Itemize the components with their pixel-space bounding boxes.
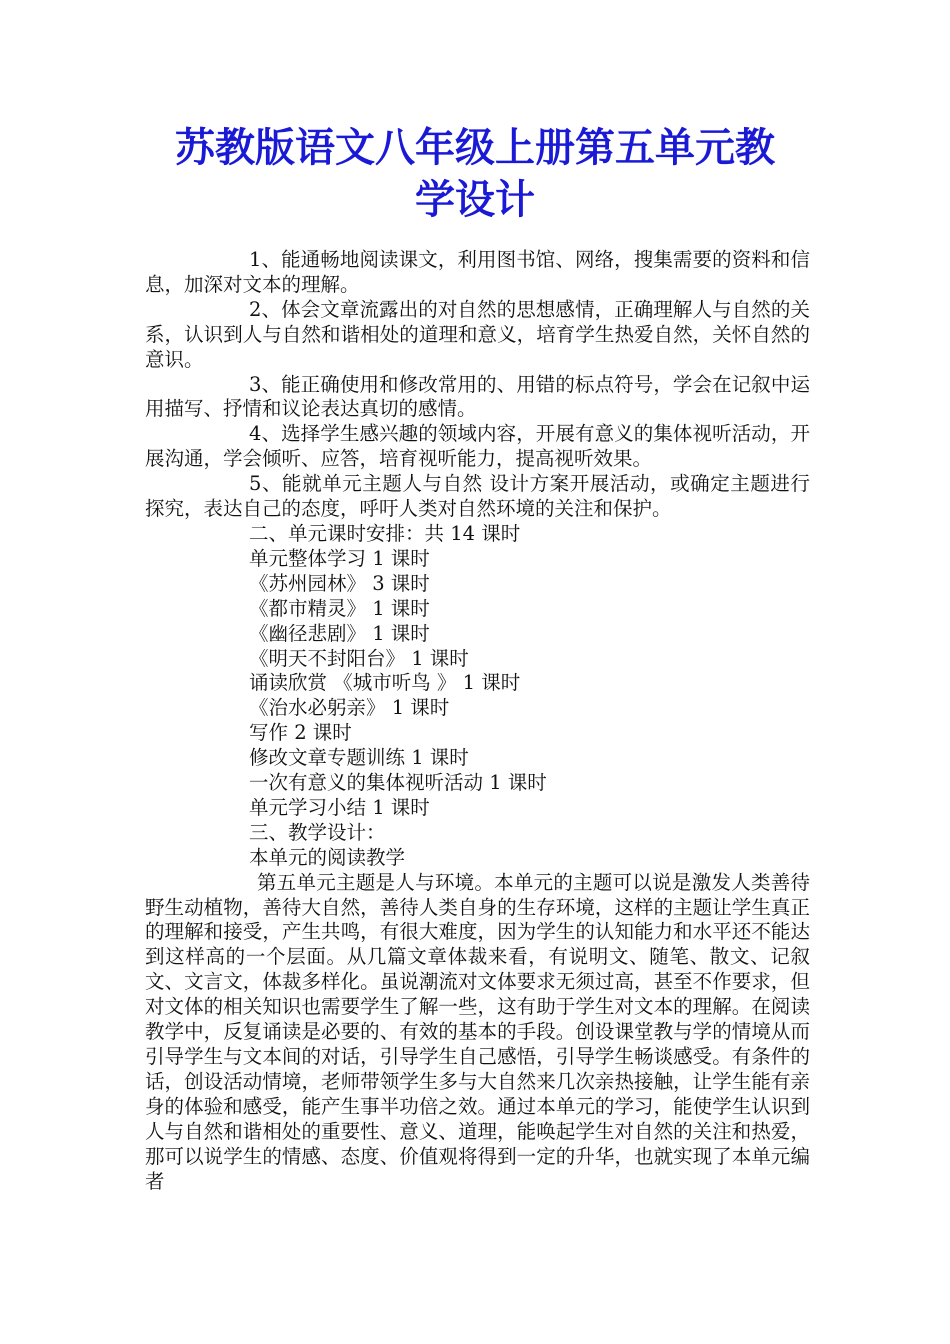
schedule-item: 《幽径悲剧》 1 课时 <box>249 621 430 645</box>
schedule-item: 修改文章专题训练 1 课时 <box>249 746 469 770</box>
schedule-item: 诵读欣赏 《城市听鸟 》 1 课时 <box>249 671 521 695</box>
schedule-item: 《苏州园林》 3 课时 <box>249 571 430 595</box>
document-title <box>145 122 805 226</box>
title-line-1: 苏教版语文八年级上册第五单元教 <box>175 124 775 171</box>
objective-item: 1、能通畅地阅读课文，利用图书馆、网络，搜集需要的资料和信息，加深对文本的理解。 <box>145 248 810 296</box>
schedule-item: 一次有意义的集体视听活动 1 课时 <box>249 771 547 795</box>
schedule-item: 单元整体学习 1 课时 <box>249 546 430 570</box>
design-heading: 三、教学设计： <box>249 820 386 844</box>
objective-item: 5、能就单元主题人与自然 设计方案开展活动，或确定主题进行探究，表达自己的态度，呼吁人类对自然环境的关注和保护。 <box>145 472 810 521</box>
document-body <box>145 248 810 1194</box>
schedule-item: 《都市精灵》 1 课时 <box>249 596 430 620</box>
schedule-item: 写作 2 课时 <box>249 721 352 745</box>
schedule-item: 单元学习小结 1 课时 <box>249 795 430 819</box>
reading-heading: 本单元的阅读教学 <box>249 845 406 869</box>
schedule-item: 《明天不封阳台》 1 课时 <box>249 646 469 670</box>
objective-item: 4、选择学生感兴趣的领域内容，开展有意义的集体视听活动，开展沟通，学会倾听、应答，培育视听能力，提高视听效果。 <box>145 422 810 471</box>
reading-paragraph: 第五单元主题是人与环境。本单元的主题可以说是激发人类善待野生动植物，善待大自然，善待人类自身的生存环境，这样的主题让学生真正的理解和接受，产生共鸣，有很大难度，因为学生的认知能力和水平还不能达到这样高的一个层面。从几篇文章体裁来看，有说明文、随笔、散文、记叙文、文言文，体裁多样化。虽说潮流对文体要求无须过高，甚至不作要求，但对文体的相关知识也需要学生了解一些，这有助于学生对文本的理解。在阅读教学中，反复诵读是必要的、有效的基本的手段。创设课堂教与学的情境从而引导学生与文本间的对话，引导学生自己感悟，引导学生畅谈感受。有条件的话，创设活动情境，老师带领学生多与大自然来几次亲热接触，让学生能有亲身的体验和感受，能产生事半功倍之效。通过本单元的学习，能使学生认识到人与自然和谐相处的重要性、意义、道理，能唤起学生对自然的关注和热爱，那可以说学生的情感、态度、价值观将得到一定的升华，也就实现了本单元编者 <box>145 870 810 1193</box>
schedule-heading: 二、单元课时安排：共 14 课时 <box>249 521 521 545</box>
schedule-item: 《治水必躬亲》 1 课时 <box>249 696 450 720</box>
objective-item: 2、体会文章流露出的对自然的思想感情，正确理解人与自然的关系，认识到人与自然和谐相处的道理和意义，培育学生热爱自然，关怀自然的意识。 <box>145 297 810 371</box>
objective-item: 3、能正确使用和修改常用的、用错的标点符号，学会在记叙中运用描写、抒情和议论表达真切的感情。 <box>145 372 810 421</box>
title-line-2: 学设计 <box>415 176 535 223</box>
